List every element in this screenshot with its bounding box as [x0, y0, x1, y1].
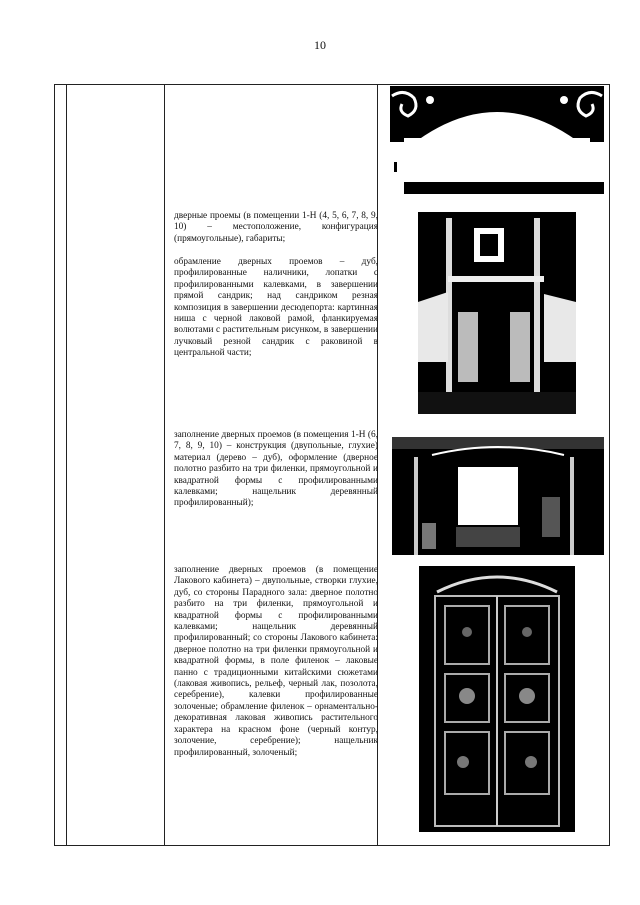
- photo-lacquer-door: [419, 566, 575, 832]
- photo-overdoor-carving: [390, 86, 604, 198]
- description-paragraph-door-filling: заполнение дверных проемов (в помещения 1-Н (6, 7, 8, 9, 10) – конструкция (двупольные, глухие) материал (дерево – дуб), оформление (дверное полотно разбито на три филенки, прямоугольной и квадратной формы с профилированными калевками; нащельник деревянный профилированный);: [174, 430, 378, 509]
- photo-door-panels: [392, 437, 604, 555]
- description-paragraph-door-openings: дверные проемы (в помещении 1-Н (4, 5, 6, 7, 8, 9, 10) – местоположение, конфигурация (прямоугольные), габариты;: [174, 211, 378, 244]
- description-paragraph-lacquer-cabinet-doors: заполнение дверных проемов (в помещение Лакового кабинета) – двупольные, створки глухие, дуб, со стороны Парадного зала: дверное полотно разбито на три филенки, прямоугольной и квадратной формы с профилированными калевками; нащельник деревянный профилированный; со стороны Лакового кабинета: дверное полотно на три филенки прямоугольной и квадратной формы, в поле филенок – лаковые панно с традиционными китайскими сюжетами (лаковая живопись, рельеф, черный лак, позолота, серебрение), калевки профилированные золоченые; обрамление филенок – орнаментально-декоративная лаковая живопись растительного характера на красном фоне (черный контур, золочение, серебрение); нащельник профилированный, золоченый;: [174, 565, 378, 758]
- photo-door-frame: [418, 212, 576, 414]
- name-cell: [67, 85, 165, 846]
- description-paragraph-door-framing: обрамление дверных проемов – дуб, профилированные наличники, лопатки с профилированными калевками, в завершении прямой сандрик; над сандриком резная композиция в завершении десюдепорта: картинная ниша с черной лаковой рамой, фланкируемая волютами с растительным рисунком, в завершении лучковый резной сандрик с раковиной в центральной части;: [174, 257, 378, 359]
- page-number: 10: [314, 38, 326, 52]
- number-cell: [55, 85, 67, 846]
